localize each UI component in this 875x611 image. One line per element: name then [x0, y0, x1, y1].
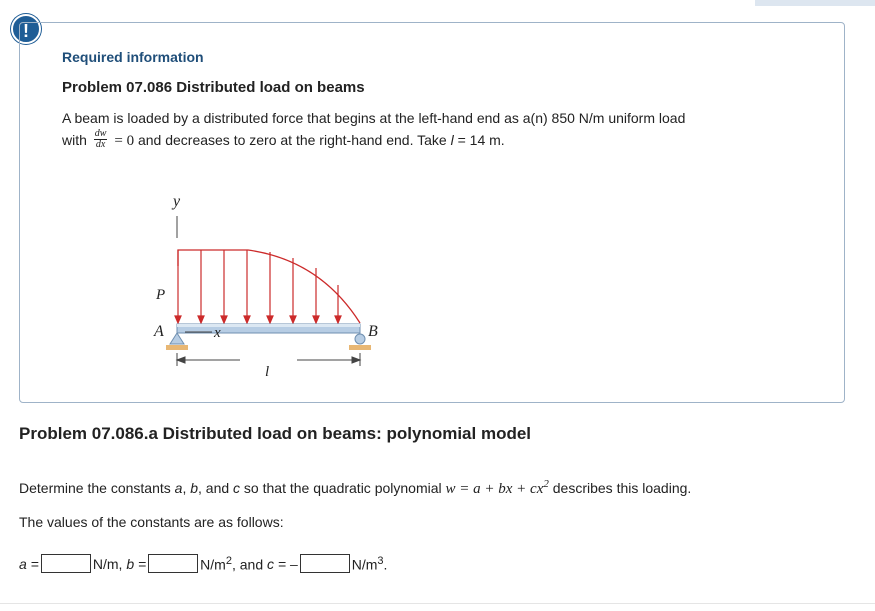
c-input[interactable] — [300, 554, 350, 573]
alert-icon: ! — [11, 14, 41, 44]
bottom-divider — [0, 603, 875, 604]
b-unit-exponent: 2 — [225, 554, 232, 567]
beam-diagram — [130, 188, 390, 388]
y-axis-label: y — [173, 193, 181, 210]
a-unit: N/m, — [92, 555, 123, 572]
a-label: a = — [19, 555, 39, 572]
determine-statement — [19, 478, 691, 498]
polynomial-equation — [445, 478, 549, 497]
statement-part2: and decreases to zero at the right-hand end. Take — [137, 132, 451, 148]
x-axis-label: x — [214, 325, 221, 341]
problem-statement — [62, 107, 822, 152]
statement-part1: A beam is loaded by a distributed force that begins at the left-hand end as a(n) 850 N/m uniform load — [62, 110, 686, 126]
a-input[interactable] — [41, 554, 91, 573]
fraction-denominator: dx — [95, 138, 106, 150]
fraction-numerator: dw — [94, 127, 107, 139]
required-info-card — [19, 22, 845, 403]
determine-pre: Determine the constants — [19, 480, 175, 496]
top-progress-bar — [755, 0, 875, 6]
length-label: l — [265, 364, 270, 380]
equation-exponent: 2 — [543, 478, 549, 490]
var-b: b — [190, 480, 199, 496]
statement-with: with — [62, 132, 87, 148]
beam-highlight — [177, 324, 360, 327]
point-a-label: A — [154, 323, 164, 340]
problem-title: Problem 07.086 Distributed load on beams — [62, 79, 365, 96]
values-intro: The values of the constants are as follows: — [19, 514, 284, 530]
b-label: b = — [126, 555, 147, 572]
dw-dx-fraction — [94, 129, 108, 150]
c-unit-exponent: 3 — [377, 554, 384, 567]
b-after: , and — [231, 556, 264, 573]
required-info-heading: Required information — [62, 49, 204, 65]
load-arrows — [175, 250, 341, 323]
determine-post: describes this loading. — [552, 480, 692, 496]
c-after: . — [383, 556, 388, 573]
var-a: a — [174, 480, 183, 496]
equation-text: w = a + bx + cx — [445, 481, 544, 497]
c-unit-text: N/m — [351, 556, 378, 573]
length-variable: l — [450, 132, 454, 148]
comma: , — [182, 480, 191, 496]
and-text: , and — [198, 480, 234, 496]
point-b-label: B — [368, 323, 378, 340]
load-label-p: P — [156, 287, 166, 303]
answer-row — [19, 554, 387, 573]
ground-b — [349, 345, 371, 350]
c-label: c = – — [267, 555, 298, 572]
b-unit — [200, 555, 263, 573]
b-unit-text: N/m — [200, 556, 226, 573]
determine-mid: so that the quadratic polynomial — [240, 480, 446, 496]
pin-support-a — [170, 333, 184, 344]
var-c: c — [233, 480, 241, 496]
b-input[interactable] — [148, 554, 198, 573]
ground-a — [166, 345, 188, 350]
equals-zero: = 0 — [114, 133, 135, 149]
statement-part3: = 14 m. — [453, 132, 505, 148]
part-title: Problem 07.086.a Distributed load on beams: polynomial model — [19, 424, 532, 443]
roller-support-b — [355, 334, 365, 344]
load-curve — [178, 250, 360, 323]
c-unit — [352, 555, 388, 573]
